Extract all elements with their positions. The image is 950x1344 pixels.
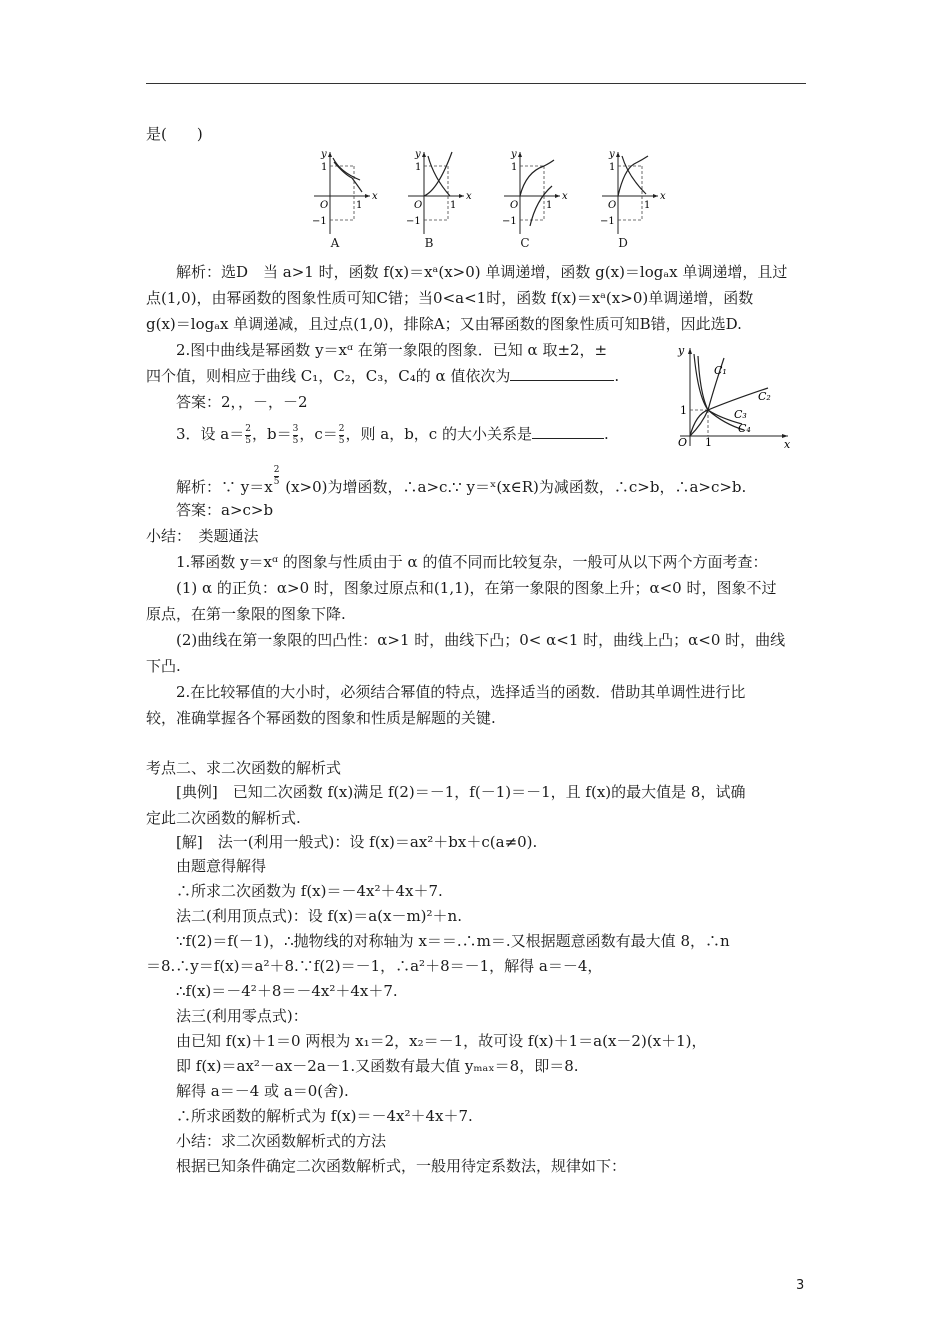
fraction-b bbox=[293, 425, 299, 446]
graph-c-one-label: 1 bbox=[511, 162, 518, 173]
power-function-plot bbox=[672, 344, 796, 448]
graph-a-x-label: x bbox=[372, 191, 378, 202]
solution-1-line-2: 点(1,0)，由幂函数的图象性质可知C错；当0<a<1时，函数 f(x)＝xᵃ(x>0)单调递增，函数 bbox=[146, 289, 754, 307]
question-2-blank[interactable] bbox=[510, 366, 614, 381]
section-2-line-7: ∵f(2)＝f(－1)，∴抛物线的对称轴为 x＝＝.∴m＝.又根据题意函数有最大值 8，∴n bbox=[176, 932, 730, 950]
section-2-line-2: 定此二次函数的解析式. bbox=[146, 809, 301, 827]
graph-c-origin: O bbox=[510, 200, 519, 211]
answer-2: 答案：2，，－，－2 bbox=[176, 393, 308, 411]
section-2-line-11: 由已知 f(x)＋1＝0 两根为 x₁＝2，x₂＝－1，故可设 f(x)＋1＝a(x－2)(x＋1)， bbox=[176, 1032, 707, 1050]
graph-a-origin: O bbox=[320, 200, 329, 211]
graph-d-x-one: 1 bbox=[644, 200, 651, 211]
section-2-line-1: [典例] 已知二次函数 f(x)满足 f(2)＝－1，f(－1)＝－1，且 f(x)的最大值是 8，试确 bbox=[176, 783, 746, 801]
q3-b: ，b＝ bbox=[252, 425, 292, 443]
sol3-exp-den: 5 bbox=[273, 477, 280, 487]
graph-c-x-label: x bbox=[562, 191, 568, 202]
section-2-line-3: [解] 法一(利用一般式)：设 f(x)＝ax²＋bx＋c(a≠0). bbox=[176, 833, 538, 851]
solution-1-line-1: 解析：选D 当 a>1 时，函数 f(x)＝xᵃ(x>0) 单调递增，函数 g(x)＝logₐx 单调递增，且过 bbox=[176, 263, 788, 281]
summary-line-4: (2)曲线在第一象限的凹凸性：α>1 时，曲线下凸；0< α<1 时，曲线上凸；α<0 时，曲线 bbox=[176, 631, 786, 649]
sol3-rest: (x>0)为增函数，∴a>c.∵ y＝ˣ(x∈R)为减函数，∴c>b，∴a>c>b. bbox=[285, 478, 747, 496]
graph-d-y-label: y bbox=[609, 149, 615, 160]
graph-b-origin: O bbox=[414, 200, 423, 211]
fraction-b-num: 3 bbox=[292, 423, 299, 434]
question-3-blank[interactable] bbox=[532, 424, 604, 439]
header-rule bbox=[146, 83, 806, 84]
q3-c: ，c＝ bbox=[299, 425, 338, 443]
section-2-line-13: 解得 a＝－4 或 a＝0(舍). bbox=[176, 1082, 349, 1100]
graph-b-x-one: 1 bbox=[450, 200, 457, 211]
curve-c3-label: C₃ bbox=[734, 408, 747, 421]
curve-c2-label: C₂ bbox=[758, 390, 771, 403]
graph-a-label: A bbox=[330, 236, 340, 250]
section-2-line-12: 即 f(x)＝ax²－ax－2a－1.又函数有最大值 yₘₐₓ＝8，即＝8. bbox=[176, 1057, 579, 1075]
graph-c-x-one: 1 bbox=[546, 200, 553, 211]
question-1-tail: 是( ) bbox=[146, 125, 203, 143]
section-2-line-9: ∴f(x)＝－4²＋8＝－4x²＋4x＋7. bbox=[176, 982, 398, 1000]
fraction-c bbox=[339, 425, 345, 446]
question-2-end: . bbox=[614, 367, 620, 385]
graph-a-one-label: 1 bbox=[321, 162, 328, 173]
graph-d-plot bbox=[598, 148, 668, 236]
graph-b-x-label: x bbox=[466, 191, 472, 202]
question-3 bbox=[176, 424, 609, 446]
fraction-c-den: 5 bbox=[338, 435, 345, 446]
summary-line-3: 原点，在第一象限的图象下降. bbox=[146, 605, 346, 623]
summary-line-6: 2.在比较幂值的大小时，必须结合幂值的特点，选择适当的函数．借助其单调性进行比 bbox=[176, 683, 746, 701]
summary-line-5: 下凸. bbox=[146, 657, 181, 675]
fraction-a-den: 5 bbox=[245, 435, 251, 446]
fraction-a bbox=[245, 425, 251, 446]
graph-a bbox=[310, 148, 380, 252]
graph-b bbox=[404, 148, 474, 252]
graph-c-plot bbox=[500, 148, 570, 236]
graph-c bbox=[500, 148, 570, 252]
sol3-prefix: 解析：∵ y＝x bbox=[176, 478, 273, 496]
curve-c1-label: C₁ bbox=[714, 364, 727, 377]
solution-3 bbox=[176, 466, 746, 497]
fig2-x-label: x bbox=[784, 438, 791, 448]
question-2-line-1: 2.图中曲线是幂函数 y＝xᵅ 在第一象限的图象．已知 α 取±2，± bbox=[176, 341, 608, 359]
section-2-line-14: ∴所求函数的解析式为 f(x)＝－4x²＋4x＋7. bbox=[176, 1107, 473, 1125]
solution-1-line-3: g(x)＝logₐx 单调递减，且过点(1,0)，排除A；又由幂函数的图象性质可知B错，因此选D. bbox=[146, 315, 742, 333]
summary-line-2: (1) α 的正负：α>0 时，图象过原点和(1,1)，在第一象限的图象上升；α<0 时，图象不过 bbox=[176, 579, 777, 597]
graph-d-minus-one: −1 bbox=[600, 216, 615, 227]
page-number: 3 bbox=[796, 1278, 805, 1293]
option-graphs bbox=[310, 148, 670, 252]
curve-c4-label: C₄ bbox=[738, 422, 751, 435]
summary-title: 小结： 类题通法 bbox=[146, 527, 259, 545]
question-2-line-2 bbox=[146, 366, 619, 386]
graph-c-y-label: y bbox=[511, 149, 517, 160]
fig2-origin: O bbox=[678, 436, 688, 448]
graph-b-y-label: y bbox=[415, 149, 421, 160]
fig2-x-one: 1 bbox=[705, 436, 712, 448]
question-2-line-2-text: 四个值，则相应于曲线 C₁，C₂，C₃，C₄的 α 值依次为 bbox=[146, 367, 511, 385]
sol3-exp-num: 2 bbox=[273, 465, 280, 475]
graph-c-label: C bbox=[520, 236, 530, 250]
fig2-y-one: 1 bbox=[680, 404, 687, 417]
graph-d-origin: O bbox=[608, 200, 617, 211]
graph-d-label: D bbox=[618, 236, 628, 250]
q3-suffix: ，则 a，b，c 的大小关系是 bbox=[345, 425, 532, 443]
summary-line-7: 较，准确掌握各个幂函数的图象和性质是解题的关键. bbox=[146, 709, 496, 727]
graph-a-plot bbox=[310, 148, 380, 236]
section-2-line-4: 由题意得解得 bbox=[176, 857, 267, 875]
graph-b-label: B bbox=[424, 236, 434, 250]
section-2-title: 考点二、求二次函数的解析式 bbox=[146, 759, 342, 777]
graph-d bbox=[598, 148, 668, 252]
section-2-line-6: 法二(利用顶点式)：设 f(x)＝a(x－m)²＋n. bbox=[176, 907, 462, 925]
fig2-y-label: y bbox=[678, 344, 685, 357]
power-function-figure bbox=[672, 344, 796, 448]
fraction-c-num: 2 bbox=[338, 423, 345, 434]
graph-b-plot bbox=[404, 148, 474, 236]
graph-a-minus-one: −1 bbox=[312, 216, 327, 227]
section-2-line-10: 法三(利用零点式)： bbox=[176, 1007, 308, 1025]
section-2-line-5: ∴所求二次函数为 f(x)＝－4x²＋4x＋7. bbox=[176, 882, 443, 900]
graph-c-minus-one: −1 bbox=[502, 216, 517, 227]
q3-prefix: 3．设 a＝ bbox=[176, 425, 245, 443]
q3-end: . bbox=[603, 425, 609, 443]
graph-d-x-label: x bbox=[660, 191, 666, 202]
graph-b-minus-one: −1 bbox=[406, 216, 421, 227]
fraction-a-num: 2 bbox=[245, 423, 251, 434]
sol3-exponent bbox=[274, 466, 280, 487]
graph-d-one-label: 1 bbox=[609, 162, 616, 173]
section-2-line-8: ＝8.∴y＝f(x)＝a²＋8.∵f(2)＝－1，∴a²＋8＝－1，解得 a＝－4， bbox=[146, 957, 603, 975]
section-2-line-15: 小结：求二次函数解析式的方法 bbox=[176, 1132, 387, 1150]
graph-a-x-one: 1 bbox=[356, 200, 363, 211]
answer-3: 答案：a>c>b bbox=[176, 501, 274, 519]
graph-a-y-label: y bbox=[321, 149, 327, 160]
section-2-line-16: 根据已知条件确定二次函数解析式，一般用待定系数法，规律如下： bbox=[176, 1157, 627, 1175]
fraction-b-den: 5 bbox=[292, 435, 299, 446]
graph-b-one-label: 1 bbox=[415, 162, 422, 173]
summary-line-1: 1.幂函数 y＝xᵅ 的图象与性质由于 α 的值不同而比较复杂，一般可从以下两个方面考查： bbox=[176, 553, 768, 571]
